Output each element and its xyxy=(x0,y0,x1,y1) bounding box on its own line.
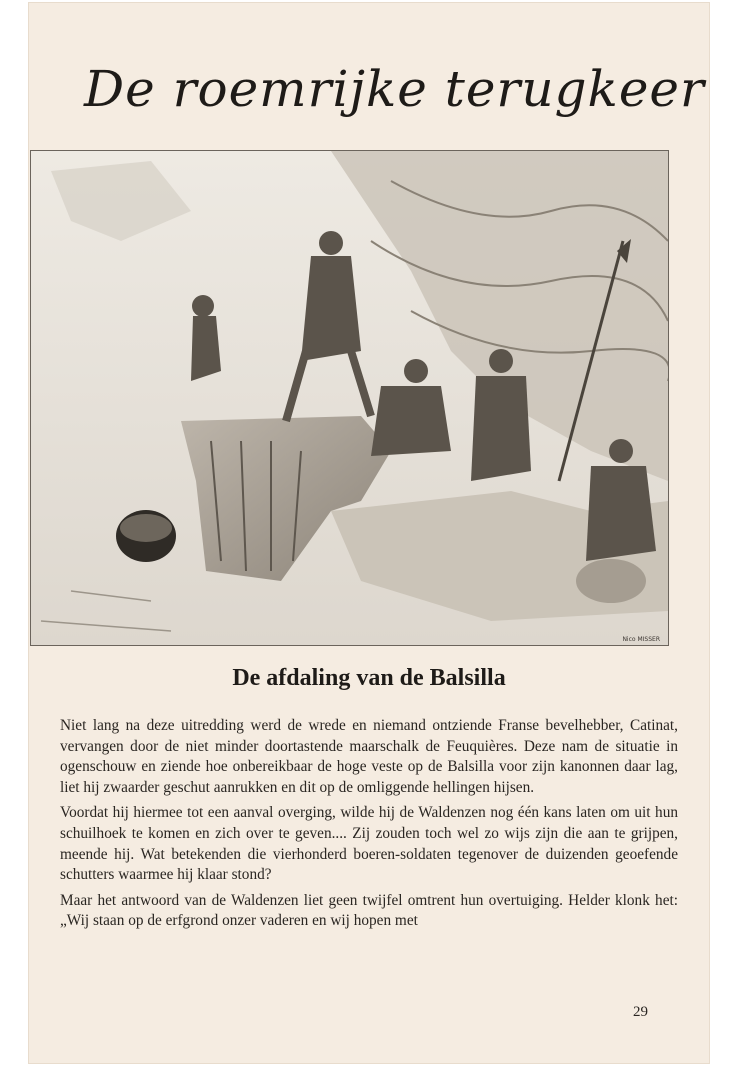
section-heading: De afdaling van de Balsilla xyxy=(232,665,506,691)
paragraph: Niet lang na deze uitredding werd de wrede en niemand ontziende Franse bevelhebber, Catinat, vervangen door de niet minder doortastende maarschalk de Feuquières. Deze nam de situatie in ogenschouw en ziende hoe onbereikbaar de hoge veste op de Balsilla voor zijn kanonnen daar lag, liet hij zwaarder geschut aanrukken en dit op de omliggende hellingen hijsen. xyxy=(60,717,678,796)
illustrator-signature: Nico MISSER xyxy=(622,636,660,643)
paragraph: Voordat hij hiermee tot een aanval overging, wilde hij de Waldenzen nog één kans laten om uit hun schuilhoek te komen en zich over te geven.... Zij zouden toch wel zo wijs zijn die aan te grijpen, meende hij. Wat betekenden die vierhonderd boeren-soldaten tegenover de duizenden geoefende schutters waarmee hij klaar stond? xyxy=(60,804,678,884)
body-text xyxy=(60,716,678,937)
paragraph: Maar het antwoord van de Waldenzen liet geen twijfel omtrent hun overtuiging. Helder klonk het: „Wij staan op de erfgrond onzer vaderen en wij hopen met xyxy=(60,891,678,930)
illustration-descent xyxy=(30,150,669,646)
book-page xyxy=(28,2,710,1064)
chapter-title: De roemrijke terugkeer xyxy=(84,60,705,118)
page-number: 29 xyxy=(633,1004,648,1020)
illustration-drawing xyxy=(31,151,668,645)
